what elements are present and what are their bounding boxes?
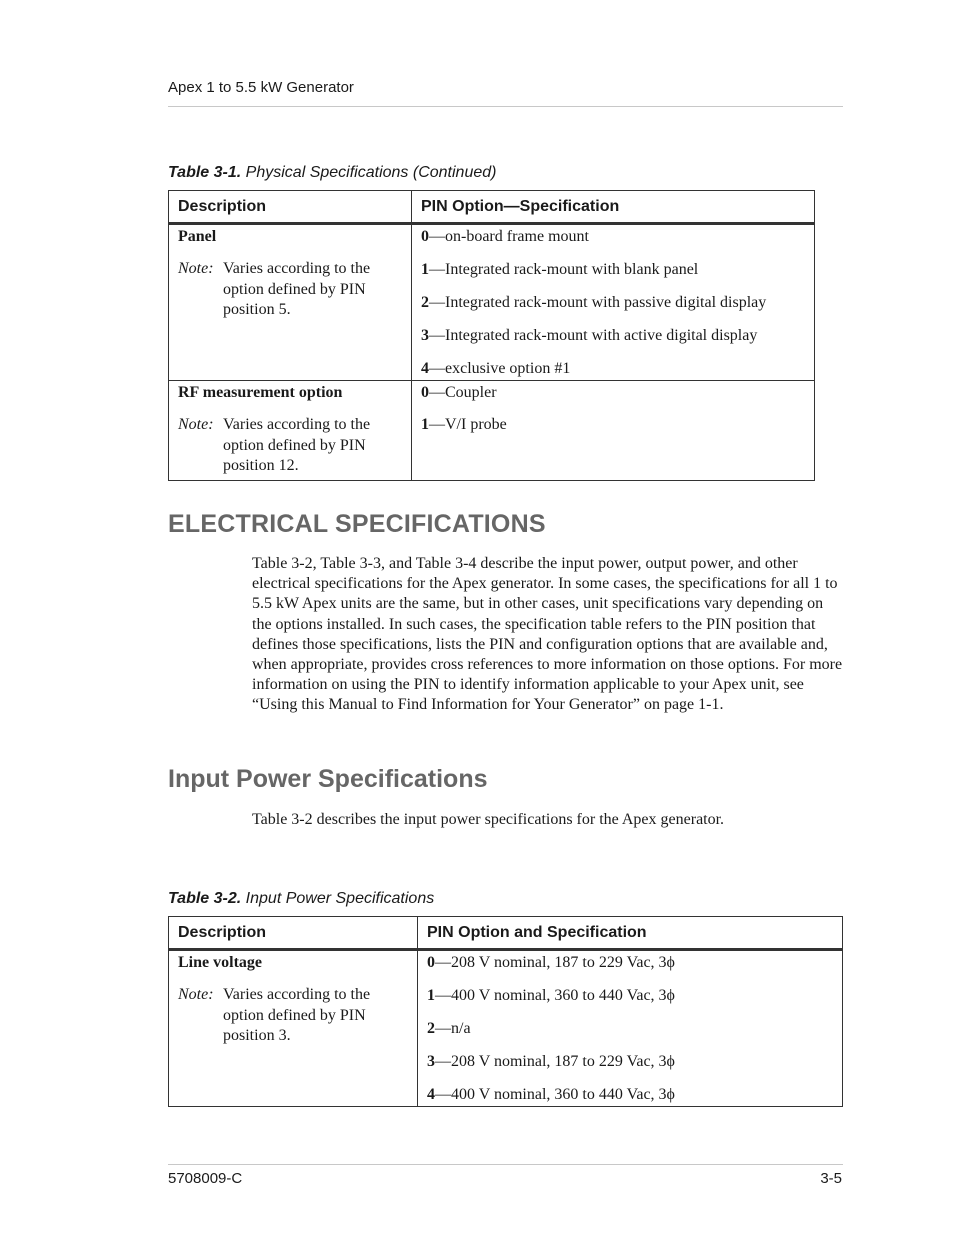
document-number: 5708009-C [168,1170,243,1187]
header-rule [168,106,843,107]
option-item: 2—Integrated rack-mount with passive digital display [421,294,767,311]
option-item: 4—exclusive option #1 [421,360,571,377]
row-note [178,415,402,477]
table-header-row [169,191,815,224]
row-title: RF measurement option [178,384,343,401]
section-paragraph: Table 3-2, Table 3-3, and Table 3-4 describe the input power, output power, and other electrical specifications for the Apex generator. In some cases, the specifications for all 1 to 5.5 kW Apex units are the same, but in other cases, unit specifications vary depending on the options installed. In such cases, the specification table refers to the PIN position that defines those specifications, lists the PIN and configuration options that are available and, when appropriate, provides cross references to more information on those options. For more information on using the PIN to identify information applicable to your Apex unit, see “Using this Manual to Find Information for Your Generator” on page 1-1. [252,555,843,714]
option-item: 1—400 V nominal, 360 to 440 Vac, 3ϕ [427,987,675,1004]
table-row [169,381,815,481]
note-label: Note: [178,416,214,433]
description-cell [169,381,412,481]
column-header-pin-option: PIN Option—Specification [412,191,815,224]
option-item: 2—n/a [427,1020,471,1037]
row-note [178,259,402,321]
table-caption-label: Table 3-1. [168,164,242,181]
physical-specifications-table [168,190,815,481]
note-label: Note: [178,986,214,1003]
table-row [169,224,815,381]
subsection-paragraph: Table 3-2 describes the input power specifications for the Apex generator. [252,811,725,828]
table-caption-label: Table 3-2. [168,890,242,907]
note-text: Varies according to the option defined by PIN position 3. [223,986,371,1044]
footer-rule [168,1164,843,1165]
row-title: Panel [178,228,217,245]
running-header: Apex 1 to 5.5 kW Generator [168,79,354,96]
option-item: 1—V/I probe [421,416,507,433]
option-item: 0—208 V nominal, 187 to 229 Vac, 3ϕ [427,954,675,971]
table-caption-text: Input Power Specifications [245,890,435,907]
option-item: 0—on-board frame mount [421,228,589,245]
table-caption [168,164,496,182]
note-text: Varies according to the option defined by PIN position 12. [223,416,371,474]
column-header-pin-option: PIN Option and Specification [418,917,843,950]
table-row [169,950,843,1107]
table-caption [168,890,434,908]
option-item: 1—Integrated rack-mount with blank panel [421,261,699,278]
table-caption-text: Physical Specifications (Continued) [245,164,497,181]
option-item: 0—Coupler [421,384,497,401]
option-item: 4—400 V nominal, 360 to 440 Vac, 3ϕ [427,1086,675,1103]
row-title: Line voltage [178,954,262,971]
description-cell [169,950,418,1107]
subsection-heading: Input Power Specifications [168,765,488,793]
option-item: 3—208 V nominal, 187 to 229 Vac, 3ϕ [427,1053,675,1070]
column-header-description: Description [169,917,418,950]
column-header-description: Description [169,191,412,224]
table-header-row [169,917,843,950]
option-cell [412,381,815,481]
input-power-specifications-table [168,916,843,1107]
option-item: 3—Integrated rack-mount with active digital display [421,327,758,344]
note-label: Note: [178,260,214,277]
description-cell [169,224,412,381]
page-number: 3-5 [820,1170,842,1187]
row-note [178,985,408,1047]
option-cell [418,950,843,1107]
note-text: Varies according to the option defined by PIN position 5. [223,260,371,318]
option-cell [412,224,815,381]
section-heading: ELECTRICAL SPECIFICATIONS [168,510,546,538]
